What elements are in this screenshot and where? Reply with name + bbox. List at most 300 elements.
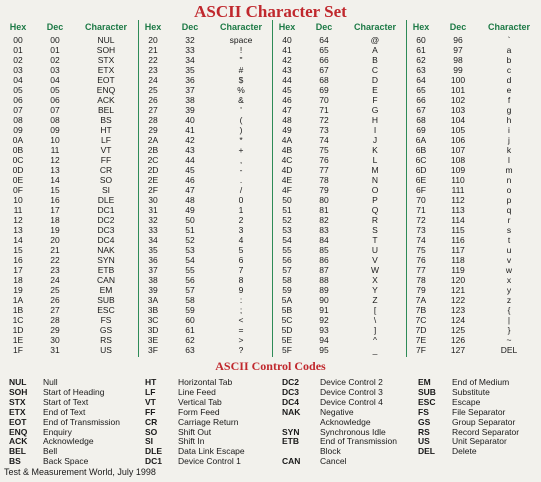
dec-cell: 08 <box>50 115 60 125</box>
dec-cell: 39 <box>185 105 195 115</box>
dec-cell: 13 <box>50 165 60 175</box>
char-cell: ESC <box>97 305 115 315</box>
char-cell: BS <box>100 115 112 125</box>
hex-cell: 4B <box>281 145 293 155</box>
hex-cell: 07 <box>13 105 23 115</box>
hex-cell: 1C <box>12 315 24 325</box>
dec-cell: 45 <box>185 165 195 175</box>
char-cell: DEL <box>500 345 518 355</box>
char-cell: US <box>100 345 112 355</box>
hex-cell: 36 <box>148 255 158 265</box>
char-cell: s <box>506 225 512 235</box>
char-cell: f <box>507 95 511 105</box>
char-cell: U <box>371 245 379 255</box>
dec-cell: 15 <box>50 185 60 195</box>
column-header: Character <box>219 22 263 32</box>
hex-cell: 61 <box>416 45 426 55</box>
char-cell: @ <box>370 35 380 45</box>
hex-cell: 77 <box>416 265 426 275</box>
hex-cell: 7C <box>415 315 427 325</box>
control-description: Block <box>320 446 341 457</box>
hex-cell: 7E <box>415 335 427 345</box>
hex-cell: 71 <box>416 205 426 215</box>
dec-cell: 62 <box>185 335 195 345</box>
dec-cell: 40 <box>185 115 195 125</box>
control-code: SOH <box>9 386 28 397</box>
hex-cell: 15 <box>13 245 23 255</box>
hex-cell: 4E <box>281 175 293 185</box>
dec-cell: 54 <box>185 255 195 265</box>
hex-cell: 3A <box>147 295 159 305</box>
hex-cell: 18 <box>13 275 23 285</box>
dec-cell: 02 <box>50 55 60 65</box>
hex-cell: 7D <box>415 325 427 335</box>
char-cell: x <box>506 275 512 285</box>
control-description: End of Transmission <box>43 416 121 427</box>
hex-cell: 20 <box>148 35 158 45</box>
hex-cell: 6D <box>415 165 427 175</box>
dec-cell: 60 <box>185 315 195 325</box>
char-cell: SO <box>99 175 113 185</box>
dec-cell: 26 <box>50 295 60 305</box>
char-cell: w <box>505 265 513 275</box>
char-cell: GS <box>99 325 113 335</box>
hex-cell: 14 <box>13 235 23 245</box>
column-header: Hex <box>144 22 162 32</box>
char-cell: " <box>239 55 243 65</box>
dec-cell: 36 <box>185 75 195 85</box>
char-cell: r <box>507 215 511 225</box>
control-codes-legend <box>0 377 541 467</box>
dec-cell: 126 <box>450 335 466 345</box>
dec-cell: 23 <box>50 265 60 275</box>
char-cell: ! <box>239 45 243 55</box>
hex-cell: 5E <box>281 335 293 345</box>
hex-cell: 48 <box>282 115 292 125</box>
hex-cell: 38 <box>148 275 158 285</box>
dec-cell: 05 <box>50 85 60 95</box>
hex-cell: 1E <box>12 335 24 345</box>
char-cell: Q <box>371 205 379 215</box>
control-code: BS <box>9 456 21 467</box>
hex-cell: 2C <box>147 155 159 165</box>
char-cell: < <box>238 315 244 325</box>
dec-cell: 18 <box>50 215 60 225</box>
dec-cell: 92 <box>319 315 329 325</box>
control-description: End of Transmission <box>320 436 398 447</box>
char-cell: DC4 <box>97 235 115 245</box>
dec-cell: 11 <box>50 145 60 155</box>
hex-cell: 03 <box>13 65 23 75</box>
control-description: End of Text <box>43 406 86 417</box>
hex-cell: 11 <box>13 205 23 215</box>
hex-cell: 23 <box>148 65 158 75</box>
dec-cell: 24 <box>50 275 60 285</box>
control-description: Null <box>43 377 58 387</box>
char-cell: BEL <box>97 105 115 115</box>
control-description: Form Feed <box>178 406 220 417</box>
hex-cell: 1A <box>12 295 24 305</box>
dec-cell: 47 <box>185 185 195 195</box>
control-description: Carriage Return <box>178 416 239 427</box>
hex-cell: 72 <box>416 215 426 225</box>
hex-cell: 33 <box>148 225 158 235</box>
hex-cell: 6F <box>416 185 426 195</box>
hex-cell: 21 <box>148 45 158 55</box>
dec-cell: 105 <box>450 125 466 135</box>
hex-cell: 1F <box>13 345 23 355</box>
hex-cell: 78 <box>416 275 426 285</box>
dec-cell: 97 <box>453 45 463 55</box>
char-cell: $ <box>238 75 244 85</box>
hex-cell: 4A <box>281 135 293 145</box>
column-header: Hex <box>9 22 27 32</box>
char-cell: DC3 <box>97 225 115 235</box>
dec-cell: 29 <box>50 325 60 335</box>
dec-cell: 61 <box>185 325 195 335</box>
control-code: LF <box>145 386 156 397</box>
column-header: Character <box>487 22 531 32</box>
column-header: Dec <box>46 22 64 32</box>
hex-cell: 01 <box>13 45 23 55</box>
char-cell: c <box>506 65 512 75</box>
ascii-column-group <box>4 20 137 357</box>
hex-cell: 22 <box>148 55 158 65</box>
dec-cell: 32 <box>185 35 195 45</box>
hex-cell: 28 <box>148 115 158 125</box>
char-cell: y <box>506 285 512 295</box>
dec-cell: 63 <box>185 345 195 355</box>
char-cell: ' <box>240 105 242 115</box>
hex-cell: 0A <box>12 135 24 145</box>
control-code: US <box>418 436 430 447</box>
hex-cell: 7A <box>415 295 427 305</box>
char-cell: u <box>506 245 512 255</box>
char-cell: k <box>506 145 512 155</box>
dec-cell: 34 <box>185 55 195 65</box>
char-cell: A <box>372 45 378 55</box>
char-cell: E <box>372 85 378 95</box>
dec-cell: 69 <box>319 85 329 95</box>
char-cell: = <box>238 325 244 335</box>
char-cell: ~ <box>506 335 512 345</box>
dec-cell: 103 <box>450 105 466 115</box>
char-cell: ( <box>239 115 243 125</box>
hex-cell: 30 <box>148 195 158 205</box>
dec-cell: 31 <box>50 345 60 355</box>
control-code: ENQ <box>9 426 28 437</box>
hex-cell: 29 <box>148 125 158 135</box>
dec-cell: 10 <box>50 135 60 145</box>
char-cell: NUL <box>97 35 115 45</box>
hex-cell: 13 <box>13 225 23 235</box>
hex-cell: 37 <box>148 265 158 275</box>
char-cell: SI <box>101 185 111 195</box>
dec-cell: 80 <box>319 195 329 205</box>
char-cell: / <box>239 185 243 195</box>
column-header: Dec <box>449 22 467 32</box>
char-cell: J <box>372 135 378 145</box>
dec-cell: 41 <box>185 125 195 135</box>
char-cell: 3 <box>238 225 244 235</box>
hex-cell: 46 <box>282 95 292 105</box>
char-cell: j <box>508 135 510 145</box>
dec-cell: 46 <box>185 175 195 185</box>
hex-cell: 55 <box>282 245 292 255</box>
dec-cell: 17 <box>50 205 60 215</box>
char-cell: } <box>507 325 511 335</box>
dec-cell: 66 <box>319 55 329 65</box>
char-cell: | <box>507 315 511 325</box>
control-code: DC2 <box>282 377 300 387</box>
hex-cell: 2A <box>147 135 159 145</box>
control-description: Line Feed <box>178 386 216 397</box>
hex-cell: 2B <box>147 145 159 155</box>
control-description: Delete <box>452 446 477 457</box>
hex-cell: 51 <box>282 205 292 215</box>
control-description: Cancel <box>320 456 347 467</box>
dec-cell: 21 <box>50 245 60 255</box>
control-description: Device Control 2 <box>320 377 383 387</box>
control-code: DC1 <box>145 456 163 467</box>
dec-cell: 09 <box>50 125 60 135</box>
hex-cell: 2E <box>147 175 159 185</box>
dec-cell: 25 <box>50 285 60 295</box>
dec-cell: 73 <box>319 125 329 135</box>
char-cell: a <box>506 45 512 55</box>
column-header: Dec <box>181 22 199 32</box>
char-cell: { <box>507 305 511 315</box>
hex-cell: 75 <box>416 245 426 255</box>
dec-cell: 14 <box>50 175 60 185</box>
ascii-table <box>4 20 538 357</box>
dec-cell: 64 <box>319 35 329 45</box>
control-codes-title: ASCII Control Codes <box>215 359 326 373</box>
hex-cell: 5A <box>281 295 293 305</box>
control-code: EM <box>418 377 431 387</box>
dec-cell: 12 <box>50 155 60 165</box>
hex-cell: 09 <box>13 125 23 135</box>
control-description: Unit Separator <box>452 436 507 447</box>
hex-cell: 08 <box>13 115 23 125</box>
hex-cell: 52 <box>282 215 292 225</box>
control-description: Acknowledge <box>320 416 371 427</box>
dec-cell: 33 <box>185 45 195 55</box>
dec-cell: 71 <box>319 105 329 115</box>
hex-cell: 05 <box>13 85 23 95</box>
char-cell: O <box>371 185 379 195</box>
char-cell: Z <box>372 295 378 305</box>
char-cell: EM <box>99 285 113 295</box>
control-code: ETB <box>282 436 299 447</box>
char-cell: B <box>372 55 378 65</box>
dec-cell: 95 <box>319 345 329 355</box>
hex-cell: 7F <box>416 345 426 355</box>
hex-cell: 4F <box>282 185 292 195</box>
char-cell: ) <box>239 125 243 135</box>
hex-cell: 1D <box>12 325 24 335</box>
dec-cell: 122 <box>450 295 466 305</box>
hex-cell: 54 <box>282 235 292 245</box>
control-description: Negative <box>320 406 354 417</box>
control-code: STX <box>9 396 26 407</box>
dec-cell: 89 <box>319 285 329 295</box>
char-cell: 5 <box>238 245 244 255</box>
control-code: NAK <box>282 406 301 417</box>
control-description: Device Control 4 <box>320 396 383 407</box>
hex-cell: 4D <box>281 165 293 175</box>
dec-cell: 85 <box>319 245 329 255</box>
dec-cell: 107 <box>450 145 466 155</box>
dec-cell: 58 <box>185 295 195 305</box>
char-cell: F <box>372 95 378 105</box>
dec-cell: 00 <box>50 35 60 45</box>
dec-cell: 55 <box>185 265 195 275</box>
hex-cell: 02 <box>13 55 23 65</box>
dec-cell: 81 <box>319 205 329 215</box>
char-cell: H <box>371 115 379 125</box>
char-cell: . <box>239 175 243 185</box>
char-cell: FF <box>100 155 112 165</box>
hex-cell: 47 <box>282 105 292 115</box>
char-cell: SOH <box>96 45 116 55</box>
char-cell: G <box>371 105 379 115</box>
dec-cell: 98 <box>453 55 463 65</box>
dec-cell: 112 <box>451 195 465 205</box>
dec-cell: 88 <box>319 275 329 285</box>
dec-cell: 114 <box>451 215 465 225</box>
hex-cell: 64 <box>416 75 426 85</box>
dec-cell: 53 <box>185 245 195 255</box>
control-description: Horizontal Tab <box>178 377 233 387</box>
hex-cell: 2F <box>148 185 158 195</box>
control-description: Shift Out <box>178 426 212 437</box>
hex-cell: 19 <box>13 285 23 295</box>
dec-cell: 79 <box>319 185 329 195</box>
control-description: End of Medium <box>452 377 510 387</box>
dec-cell: 120 <box>450 275 466 285</box>
hex-cell: 62 <box>416 55 426 65</box>
hex-cell: 3D <box>147 325 159 335</box>
hex-cell: 79 <box>416 285 426 295</box>
control-description: Device Control 3 <box>320 386 383 397</box>
control-code: SI <box>145 436 154 447</box>
dec-cell: 91 <box>319 305 329 315</box>
control-code: ACK <box>9 436 28 447</box>
char-cell: P <box>372 195 378 205</box>
column-header: Hex <box>278 22 296 32</box>
char-cell: 8 <box>238 275 244 285</box>
char-cell: SYN <box>97 255 115 265</box>
dec-cell: 94 <box>319 335 329 345</box>
hex-cell: 5C <box>281 315 293 325</box>
hex-cell: 12 <box>13 215 23 225</box>
dec-cell: 49 <box>185 205 195 215</box>
dec-cell: 125 <box>450 325 466 335</box>
dec-cell: 20 <box>50 235 60 245</box>
dec-cell: 67 <box>319 65 329 75</box>
ascii-column-group <box>272 20 406 357</box>
control-code: SUB <box>418 386 436 397</box>
dec-cell: 07 <box>50 105 60 115</box>
control-description: File Separator <box>452 406 506 417</box>
dec-cell: 127 <box>450 345 466 355</box>
dec-cell: 93 <box>319 325 329 335</box>
control-code: NUL <box>9 377 27 387</box>
char-cell: v <box>506 255 512 265</box>
control-code: BEL <box>9 446 26 457</box>
dec-cell: 04 <box>50 75 60 85</box>
hex-cell: 56 <box>282 255 292 265</box>
char-cell: # <box>238 65 244 75</box>
control-description: Back Space <box>43 456 89 467</box>
hex-cell: 0E <box>12 175 24 185</box>
hex-cell: 5B <box>281 305 293 315</box>
hex-cell: 10 <box>13 195 23 205</box>
dec-cell: 74 <box>319 135 329 145</box>
dec-cell: 84 <box>319 235 329 245</box>
hex-cell: 53 <box>282 225 292 235</box>
dec-cell: 19 <box>50 225 60 235</box>
char-cell: + <box>238 145 244 155</box>
dec-cell: 115 <box>451 225 465 235</box>
dec-cell: 118 <box>451 255 465 265</box>
hex-cell: 3C <box>147 315 159 325</box>
char-cell: EOT <box>97 75 115 85</box>
dec-cell: 119 <box>451 265 465 275</box>
dec-cell: 96 <box>453 35 463 45</box>
control-code: VT <box>145 396 156 407</box>
char-cell: \ <box>373 315 377 325</box>
char-cell: STX <box>97 55 115 65</box>
ascii-column-group <box>406 20 540 357</box>
dec-cell: 50 <box>185 215 195 225</box>
column-header: Character <box>353 22 397 32</box>
hex-cell: 3F <box>148 345 158 355</box>
control-description: Acknowledge <box>43 436 94 447</box>
char-cell: ACK <box>97 95 115 105</box>
hex-cell: 32 <box>148 215 158 225</box>
char-cell: I <box>373 125 377 135</box>
control-description: Data Link Escape <box>178 446 245 457</box>
char-cell: * <box>239 135 243 145</box>
char-cell: K <box>372 145 378 155</box>
hex-cell: 49 <box>282 125 292 135</box>
char-cell: , <box>239 155 243 165</box>
hex-cell: 74 <box>416 235 426 245</box>
control-code: FF <box>145 406 156 417</box>
hex-cell: 1B <box>12 305 24 315</box>
dec-cell: 27 <box>50 305 60 315</box>
dec-cell: 123 <box>450 305 466 315</box>
hex-cell: 42 <box>282 55 292 65</box>
column-header: Hex <box>412 22 430 32</box>
char-cell: NAK <box>97 245 115 255</box>
control-description: Start of Heading <box>43 386 105 397</box>
dec-cell: 110 <box>451 175 465 185</box>
char-cell: 4 <box>238 235 244 245</box>
dec-cell: 16 <box>50 195 60 205</box>
control-code: CR <box>145 416 158 427</box>
dec-cell: 100 <box>450 75 466 85</box>
char-cell: & <box>238 95 244 105</box>
control-description: Escape <box>452 396 481 407</box>
hex-cell: 17 <box>13 265 23 275</box>
char-cell: z <box>506 295 512 305</box>
char-cell: - <box>239 165 243 175</box>
hex-cell: 73 <box>416 225 426 235</box>
char-cell: VT <box>100 145 112 155</box>
